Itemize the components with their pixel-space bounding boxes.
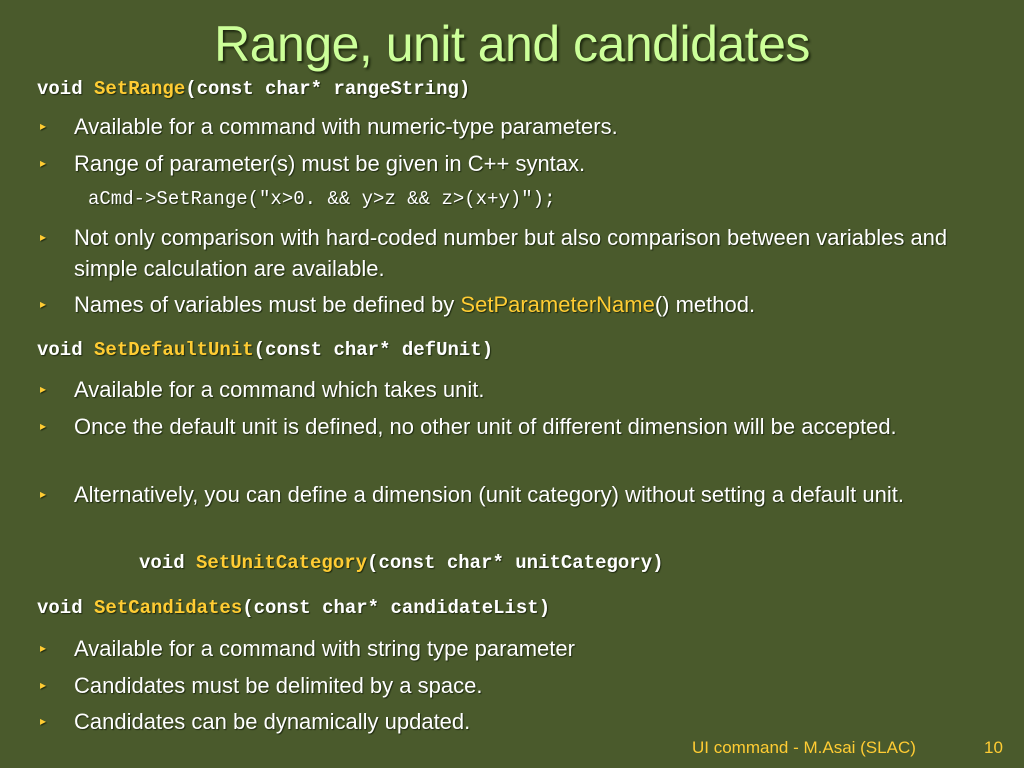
bullet-text-part: Names of variables must be defined by xyxy=(74,292,461,317)
bullet-arrow-icon: ▸ xyxy=(40,641,47,655)
keyword-void: void xyxy=(37,339,95,361)
bullet-arrow-icon: ▸ xyxy=(40,297,47,311)
bullet-item xyxy=(40,374,970,405)
method-name-setcandidates: SetCandidates xyxy=(94,597,243,619)
bullet-arrow-icon: ▸ xyxy=(40,714,47,728)
bullet-arrow-icon: ▸ xyxy=(40,678,47,692)
setrange-params: (const char* rangeString) xyxy=(185,78,471,100)
bullet-arrow-icon: ▸ xyxy=(40,119,47,133)
bullet-text: Not only comparison with hard-coded number but also comparison between variables and simple calculation are available. xyxy=(74,225,948,281)
bullet-text: Candidates must be delimited by a space. xyxy=(74,673,483,698)
bullet-text: Alternatively, you can define a dimension (unit category) without setting a default unit. xyxy=(74,482,904,507)
bullet-text: Candidates can be dynamically updated. xyxy=(74,709,471,734)
keyword-void: void xyxy=(37,78,95,100)
bullet-text: Available for a command with string type parameter xyxy=(74,636,575,661)
keyword-void: void xyxy=(37,597,95,619)
bullet-item xyxy=(40,222,970,284)
bullet-arrow-icon: ▸ xyxy=(40,156,47,170)
method-name-setunitcategory: SetUnitCategory xyxy=(196,552,368,574)
setcandidates-signature xyxy=(37,597,550,619)
bullet-text: Available for a command which takes unit. xyxy=(74,377,485,402)
bullet-arrow-icon: ▸ xyxy=(40,487,47,501)
bullet-arrow-icon: ▸ xyxy=(40,230,47,244)
setunitcategory-params: (const char* unitCategory) xyxy=(367,552,664,574)
bullet-item xyxy=(40,706,970,737)
setdefaultunit-signature xyxy=(37,339,493,361)
setrange-code-example: aCmd->SetRange("x>0. && y>z && z>(x+y)"); xyxy=(88,188,556,210)
method-name-setrange: SetRange xyxy=(94,78,186,100)
method-name-setparametername: SetParameterName xyxy=(460,292,655,317)
bullet-arrow-icon: ▸ xyxy=(40,382,47,396)
bullet-text: Once the default unit is defined, no other unit of different dimension will be accepted. xyxy=(74,414,897,439)
bullet-item xyxy=(40,479,970,510)
footer-text: UI command - M.Asai (SLAC) xyxy=(692,738,916,757)
setcandidates-params: (const char* candidateList) xyxy=(242,597,551,619)
setdefaultunit-params: (const char* defUnit) xyxy=(253,339,494,361)
bullet-item xyxy=(40,633,970,664)
bullet-item xyxy=(40,411,970,442)
bullet-arrow-icon: ▸ xyxy=(40,419,47,433)
bullet-item xyxy=(40,289,970,320)
bullet-text xyxy=(74,289,970,320)
bullet-item xyxy=(40,670,970,701)
bullet-item xyxy=(40,148,970,179)
method-name-setdefaultunit: SetDefaultUnit xyxy=(94,339,254,361)
setunitcategory-signature xyxy=(139,552,664,574)
slide-title: Range, unit and candidates xyxy=(214,16,810,72)
bullet-item xyxy=(40,111,970,142)
page-number: 10 xyxy=(984,738,1003,757)
setrange-signature xyxy=(37,78,470,100)
bullet-text: Available for a command with numeric-type parameters. xyxy=(74,114,618,139)
bullet-text-part: () method. xyxy=(654,292,756,317)
bullet-text: Range of parameter(s) must be given in C++ syntax. xyxy=(74,151,586,176)
keyword-void: void xyxy=(139,552,197,574)
